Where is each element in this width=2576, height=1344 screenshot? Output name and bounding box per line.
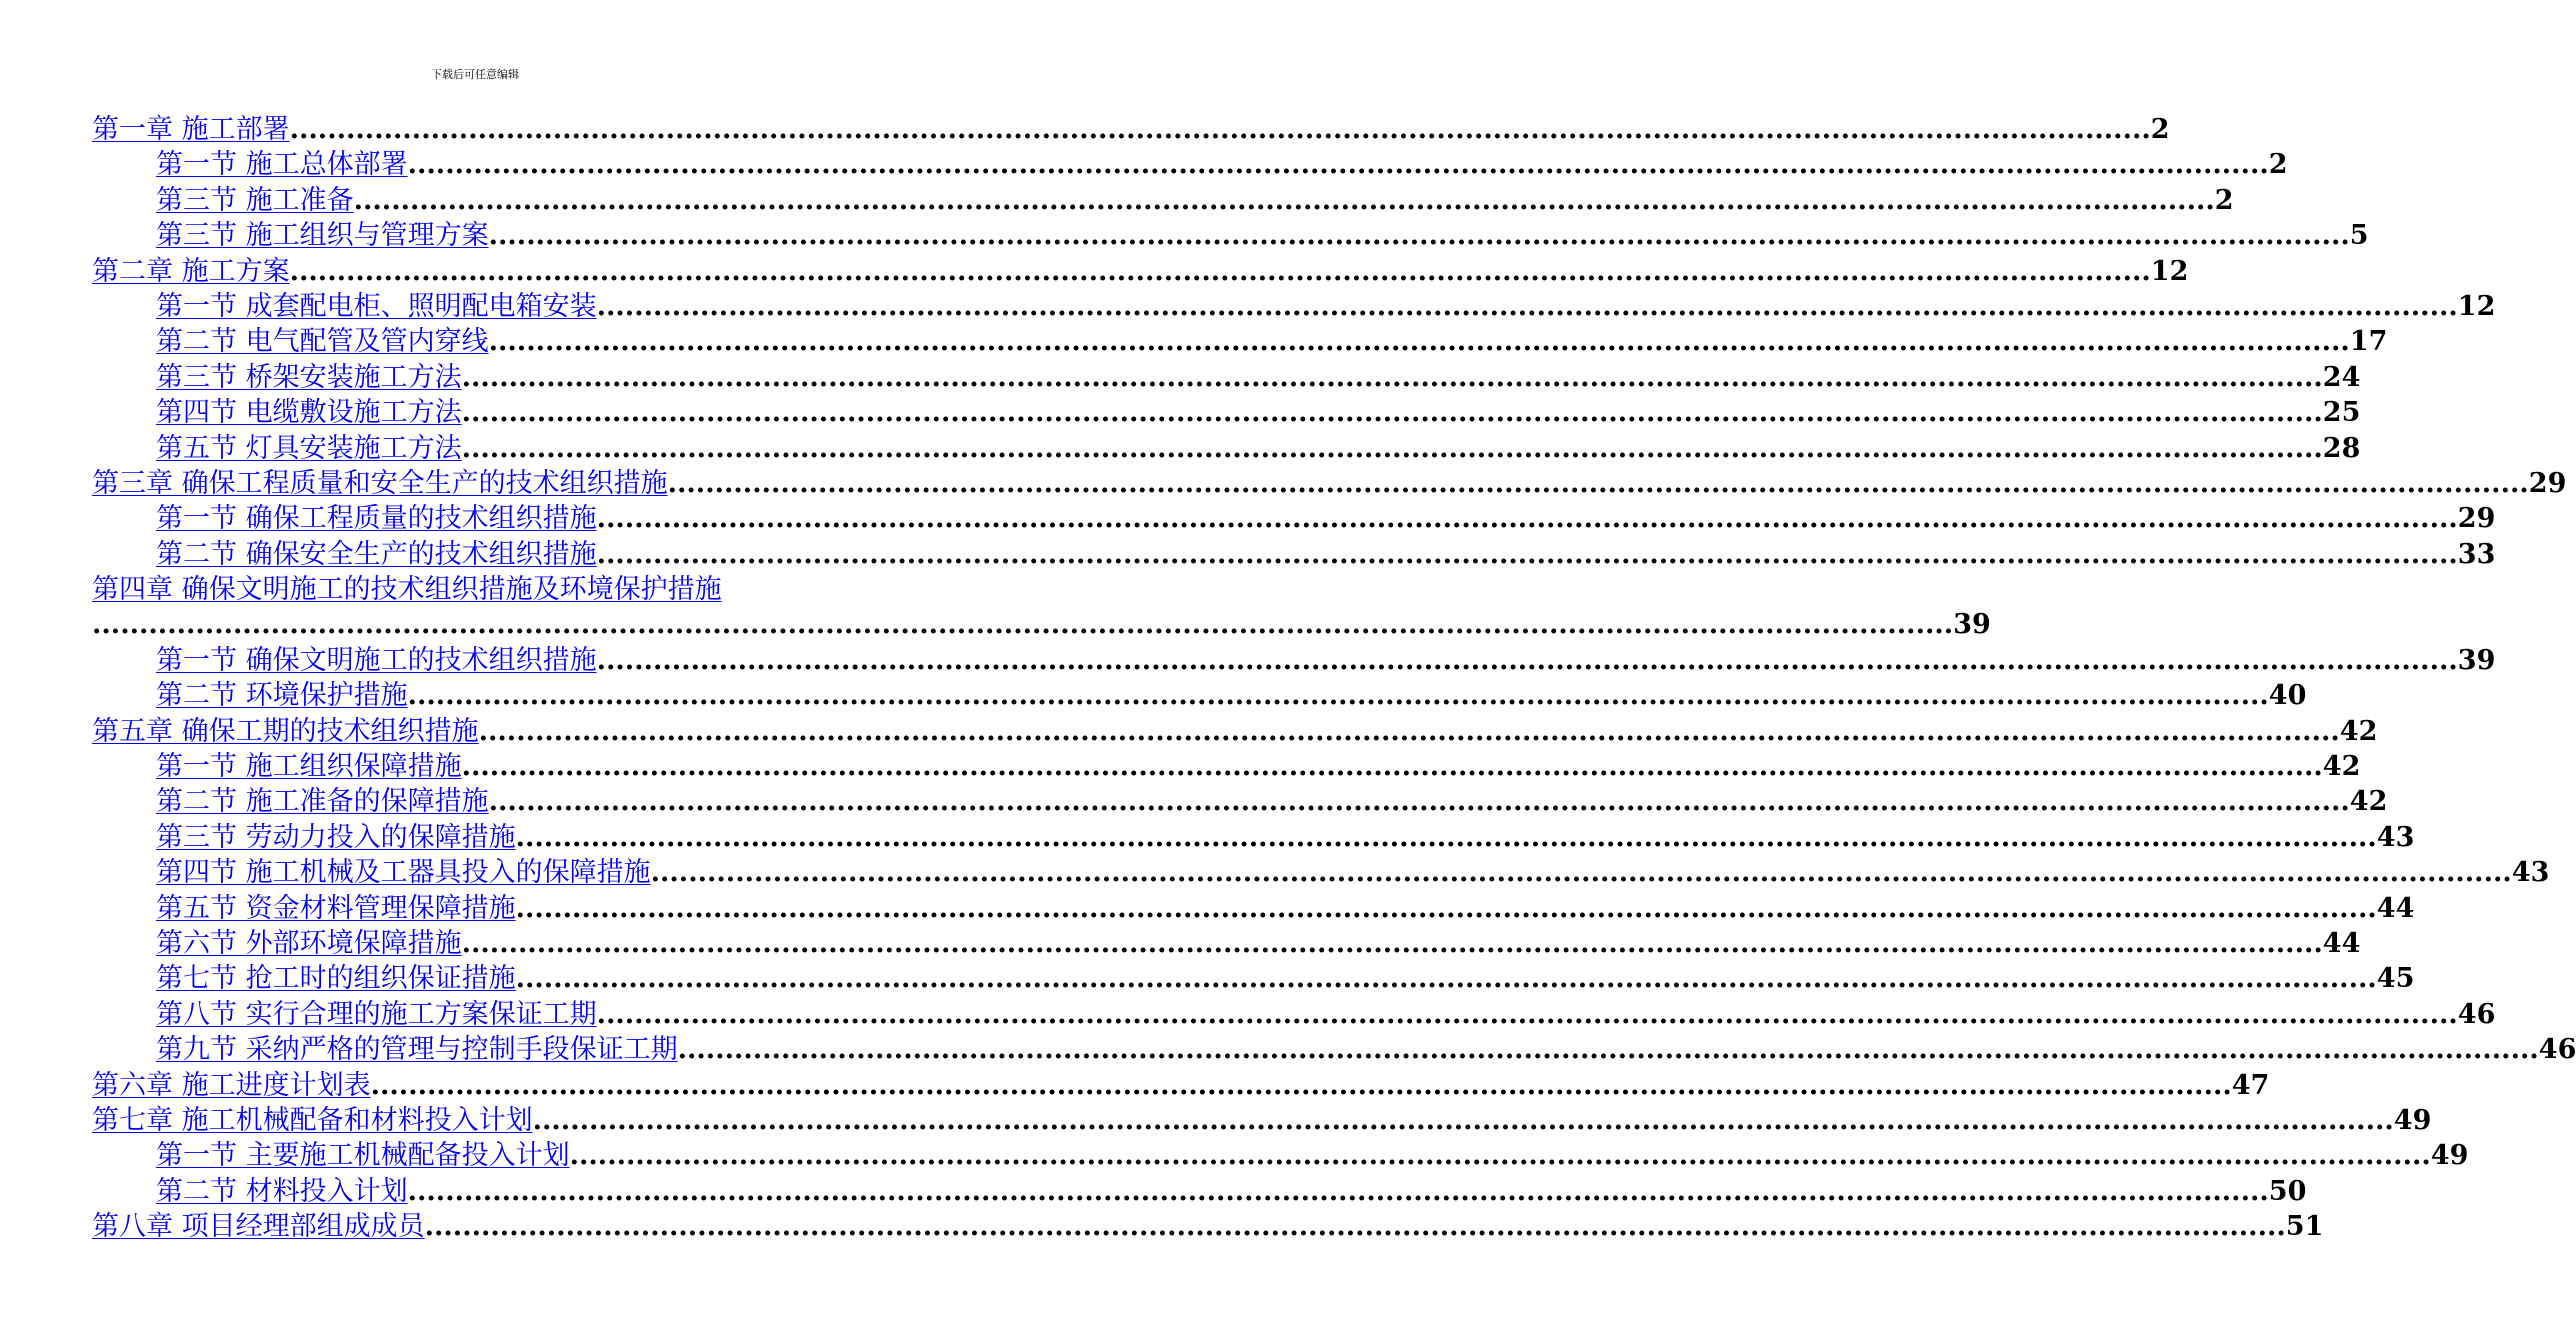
toc-entry[interactable]: [92, 466, 2567, 501]
toc-page-number: 5: [2349, 220, 2369, 252]
leader-dots: [533, 1103, 2394, 1138]
toc-page-number: 17: [2349, 326, 2388, 358]
leader-dots: [651, 855, 2512, 890]
toc-page-number: 49: [2393, 1104, 2432, 1136]
leader-dots: [92, 607, 1953, 642]
leader-dots: [354, 183, 2215, 218]
toc-entry-link[interactable]: 第一节 确保文明施工的技术组织措施: [156, 644, 597, 676]
toc-entry-link[interactable]: 第八章 项目经理部组成成员: [92, 1211, 425, 1243]
toc-entry[interactable]: [92, 431, 2361, 466]
toc-entry-link[interactable]: 第二章 施工方案: [92, 255, 290, 287]
toc-entry[interactable]: [92, 643, 2496, 678]
toc-page-number: 2: [2214, 184, 2234, 216]
toc-entry[interactable]: [92, 1174, 2307, 1209]
toc-entry-link[interactable]: 第五节 灯具安装施工方法: [156, 432, 462, 464]
toc-entry[interactable]: [92, 395, 2361, 430]
toc-entry[interactable]: [92, 572, 1991, 643]
toc-entry[interactable]: [92, 678, 2307, 713]
leader-dots: [462, 395, 2323, 430]
toc-entry[interactable]: [92, 360, 2361, 395]
toc-page-number: 12: [2150, 255, 2189, 287]
leader-dots: [597, 501, 2458, 536]
toc-entry-link[interactable]: 第二节 电气配管及管内穿线: [156, 326, 489, 358]
toc-page-number: 24: [2322, 361, 2361, 393]
toc-entry-link[interactable]: 第二节 材料投入计划: [156, 1175, 408, 1207]
leader-dots: [290, 112, 2151, 147]
toc-page-number: 12: [2457, 290, 2496, 322]
toc-page-number: 2: [2268, 149, 2288, 181]
leader-dots: [597, 537, 2458, 572]
table-of-contents: [92, 112, 2576, 1245]
toc-entry-link[interactable]: 第一节 确保工程质量的技术组织措施: [156, 503, 597, 535]
toc-entry[interactable]: [92, 926, 2361, 961]
toc-page-number: 43: [2376, 821, 2415, 853]
toc-page-number: 42: [2339, 715, 2378, 747]
toc-entry[interactable]: [92, 147, 2288, 182]
toc-page-number: 29: [2528, 467, 2567, 499]
leader-dots: [462, 926, 2323, 961]
toc-page-number: 39: [2457, 644, 2496, 676]
toc-entry[interactable]: [92, 784, 2388, 819]
toc-page-number: 25: [2322, 397, 2361, 429]
toc-entry-link[interactable]: 第三节 施工准备: [156, 184, 354, 216]
leader-dots: [489, 784, 2350, 819]
toc-entry[interactable]: [92, 961, 2415, 996]
leader-dots: [597, 289, 2458, 324]
toc-entry-link[interactable]: 第五章 确保工期的技术组织措施: [92, 715, 479, 747]
toc-entry-link[interactable]: 第七节 抢工时的组织保证措施: [156, 963, 516, 995]
toc-entry[interactable]: [92, 997, 2496, 1032]
toc-entry-link[interactable]: 第七章 施工机械配备和材料投入计划: [92, 1104, 533, 1136]
toc-page-number: 39: [1953, 609, 1991, 641]
toc-entry-link[interactable]: 第九节 采纳严格的管理与控制手段保证工期: [156, 1034, 678, 1066]
leader-dots: [597, 643, 2458, 678]
toc-entry[interactable]: [92, 855, 2550, 890]
toc-entry-link[interactable]: 第二节 施工准备的保障措施: [156, 786, 489, 818]
toc-page-number: 45: [2376, 963, 2415, 995]
toc-page-number: 33: [2457, 538, 2496, 570]
toc-page-number: 47: [2231, 1069, 2270, 1101]
toc-entry-link[interactable]: 第三节 桥架安装施工方法: [156, 361, 462, 393]
leader-dots: [516, 820, 2377, 855]
leader-dots: [489, 324, 2350, 359]
toc-entry-link[interactable]: 第五节 资金材料管理保障措施: [156, 892, 516, 924]
leader-dots: [462, 431, 2323, 466]
toc-entry-link[interactable]: 第二节 环境保护措施: [156, 680, 408, 712]
toc-entry-link[interactable]: 第三节 劳动力投入的保障措施: [156, 821, 516, 853]
toc-page-number: 44: [2376, 892, 2415, 924]
toc-entry-link[interactable]: 第四章 确保文明施工的技术组织措施及环境保护措施: [92, 574, 722, 606]
toc-page-number: 51: [2285, 1211, 2324, 1243]
leader-dots: [489, 218, 2350, 253]
toc-entry[interactable]: [92, 820, 2415, 855]
leader-dots: [597, 997, 2458, 1032]
toc-entry-link[interactable]: 第四节 施工机械及工器具投入的保障措施: [156, 857, 651, 889]
toc-entry[interactable]: [92, 183, 2234, 218]
toc-entry-link[interactable]: 第四节 电缆敷设施工方法: [156, 397, 462, 429]
toc-entry-link[interactable]: 第一节 成套配电柜、照明配电箱安装: [156, 290, 597, 322]
toc-entry[interactable]: [92, 112, 2170, 147]
leader-dots: [462, 360, 2323, 395]
toc-entry-link[interactable]: 第一节 施工组织保障措施: [156, 751, 462, 783]
toc-entry[interactable]: [92, 1103, 2432, 1138]
toc-page-number: 2: [2150, 113, 2170, 145]
toc-entry[interactable]: [92, 1138, 2469, 1173]
toc-entry-link[interactable]: 第一节 施工总体部署: [156, 149, 408, 181]
leader-dots: [408, 678, 2269, 713]
toc-page-number: 42: [2322, 751, 2361, 783]
leader-dots: [408, 1174, 2269, 1209]
toc-entry[interactable]: [92, 1209, 2324, 1244]
toc-entry[interactable]: [92, 714, 2378, 749]
toc-entry-link[interactable]: 第三节 施工组织与管理方案: [156, 220, 489, 252]
toc-page-number: 44: [2322, 927, 2361, 959]
toc-page-number: 40: [2268, 680, 2307, 712]
leader-dots: [516, 961, 2377, 996]
toc-page-number: 29: [2457, 503, 2496, 535]
leader-dots: [371, 1068, 2232, 1103]
toc-page-number: 28: [2322, 432, 2361, 464]
toc-entry-link[interactable]: 第一节 主要施工机械配备投入计划: [156, 1140, 570, 1172]
toc-entry[interactable]: [92, 501, 2496, 536]
toc-page-number: 43: [2511, 857, 2550, 889]
leader-dots: [479, 714, 2340, 749]
toc-entry-link[interactable]: 第六节 外部环境保障措施: [156, 927, 462, 959]
leader-dots: [462, 749, 2323, 784]
toc-entry[interactable]: [92, 1032, 2576, 1067]
toc-page-number: 46: [2538, 1034, 2576, 1066]
toc-entry[interactable]: [92, 537, 2496, 572]
leader-dots: [290, 254, 2151, 289]
toc-page-number: 49: [2430, 1140, 2469, 1172]
toc-entry-link[interactable]: 第一章 施工部署: [92, 113, 290, 145]
toc-entry-link[interactable]: 第三章 确保工程质量和安全生产的技术组织措施: [92, 467, 668, 499]
leader-dots: [678, 1032, 2539, 1067]
toc-entry-link[interactable]: 第六章 施工进度计划表: [92, 1069, 371, 1101]
page-header: 下载后可任意编辑: [431, 68, 519, 81]
toc-entry[interactable]: [92, 891, 2415, 926]
toc-entry[interactable]: [92, 749, 2361, 784]
leader-dots: [516, 891, 2377, 926]
toc-page-number: 50: [2268, 1175, 2307, 1207]
toc-entry[interactable]: [92, 289, 2496, 324]
toc-entry-link[interactable]: 第二节 确保安全生产的技术组织措施: [156, 538, 597, 570]
toc-entry[interactable]: [92, 324, 2388, 359]
leader-dots: [570, 1138, 2431, 1173]
toc-page-number: 42: [2349, 786, 2388, 818]
toc-page-number: 46: [2457, 998, 2496, 1030]
leader-dots: [668, 466, 2529, 501]
toc-entry[interactable]: [92, 1068, 2270, 1103]
leader-dots: [425, 1209, 2286, 1244]
toc-entry[interactable]: [92, 218, 2369, 253]
leader-dots: [408, 147, 2269, 182]
toc-entry[interactable]: [92, 254, 2189, 289]
toc-entry-link[interactable]: 第八节 实行合理的施工方案保证工期: [156, 998, 597, 1030]
